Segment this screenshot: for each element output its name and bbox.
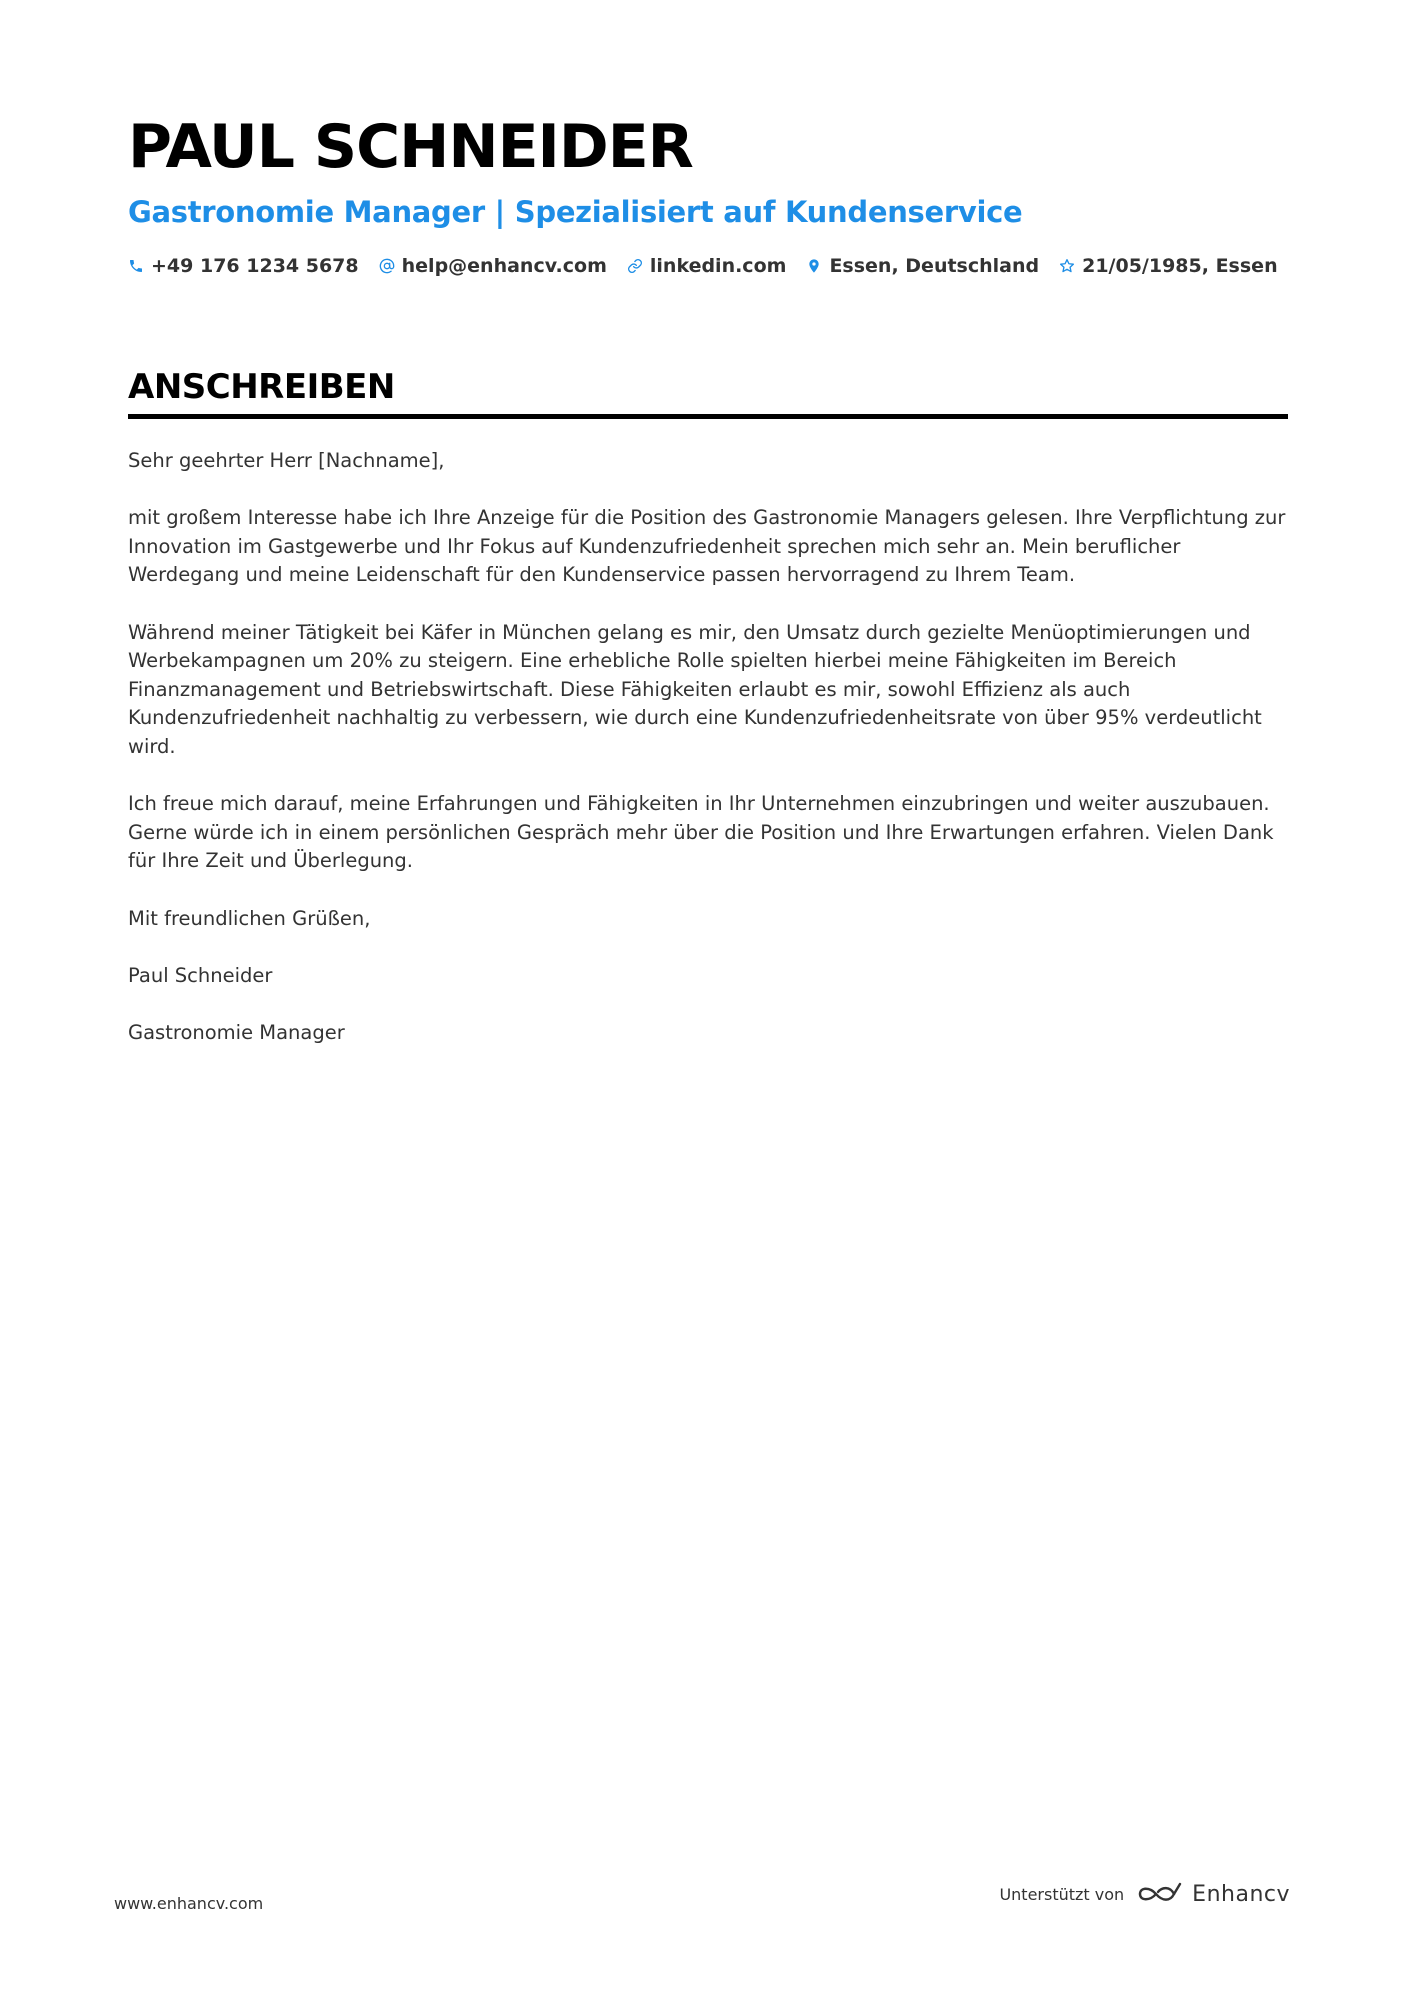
contact-bar bbox=[128, 252, 1288, 280]
letter-paragraph-1: mit großem Interesse habe ich Ihre Anzeige für die Position des Gastronomie Managers gelesen. Ihre Verpflichtung zur Innovation im Gastgewerbe und Ihr Fokus auf Kundenzufriedenheit sprechen mich sehr an. Mein beruflicher Werdegang und meine Leidenschaft für den Kundenservice passen hervorragend zu Ihrem Team. bbox=[128, 506, 1286, 587]
contact-email-text[interactable]: help@enhancv.com bbox=[401, 255, 607, 277]
footer-website[interactable]: www.enhancv.com bbox=[114, 1894, 264, 1913]
contact-phone bbox=[128, 252, 359, 280]
applicant-title: Gastronomie Manager | Spezialisiert auf Kundenservice bbox=[128, 195, 1023, 229]
phone-icon bbox=[128, 256, 144, 276]
section-divider bbox=[128, 414, 1288, 419]
contact-linkedin-text[interactable]: linkedin.com bbox=[649, 255, 787, 277]
link-icon bbox=[627, 256, 643, 276]
footer-branding bbox=[999, 1880, 1290, 1908]
enhancv-logo-icon[interactable] bbox=[1136, 1880, 1184, 1908]
contact-linkedin[interactable] bbox=[627, 252, 787, 280]
location-pin-icon bbox=[806, 256, 822, 276]
contact-phone-text: +49 176 1234 5678 bbox=[151, 255, 359, 277]
contact-birth bbox=[1059, 252, 1277, 280]
letter-paragraph-2: Während meiner Tätigkeit bei Käfer in München gelang es mir, den Umsatz durch gezielte Menüoptimierungen und Werbekampagnen um 20% zu steigern. Eine erhebliche Rolle spielten hierbei meine Fähigkeiten im Bereich Finanzmanagement und Betriebswirtschaft. Diese Fähigkeiten erlaubt es mir, sowohl Effizienz als auch Kundenzufriedenheit nachhaltig zu verbessern, wie durch eine Kundenzufriedenheitsrate von über 95% verdeutlicht wird. bbox=[128, 620, 1262, 758]
contact-location bbox=[806, 252, 1039, 280]
contact-location-text: Essen, Deutschland bbox=[829, 255, 1040, 277]
letter-paragraph-3: Ich freue mich darauf, meine Erfahrungen und Fähigkeiten in Ihr Unternehmen einzubringen und weiter auszubauen. Gerne würde ich in einem persönlichen Gespräch mehr über die Position und Ihre Erwartungen erfahren. Vielen Dank für Ihre Zeit und Überlegung. bbox=[128, 792, 1274, 873]
applicant-name: PAUL SCHNEIDER bbox=[128, 112, 693, 182]
contact-email[interactable] bbox=[379, 252, 607, 280]
brand-name: Enhancv bbox=[1192, 1881, 1290, 1907]
signature-title: Gastronomie Manager bbox=[128, 1020, 345, 1044]
letter-body bbox=[128, 447, 1288, 1047]
section-heading: ANSCHREIBEN bbox=[128, 367, 395, 407]
star-icon bbox=[1059, 256, 1075, 276]
letter-closing: Mit freundlichen Grüßen, bbox=[128, 906, 371, 930]
signature-name: Paul Schneider bbox=[128, 963, 273, 987]
header bbox=[128, 110, 1288, 280]
letter-salutation: Sehr geehrter Herr [Nachname], bbox=[128, 449, 445, 472]
contact-birth-text: 21/05/1985, Essen bbox=[1082, 255, 1278, 277]
at-icon bbox=[379, 256, 395, 276]
cover-letter-section bbox=[128, 366, 1288, 1076]
powered-by-label: Unterstützt von bbox=[999, 1884, 1125, 1904]
